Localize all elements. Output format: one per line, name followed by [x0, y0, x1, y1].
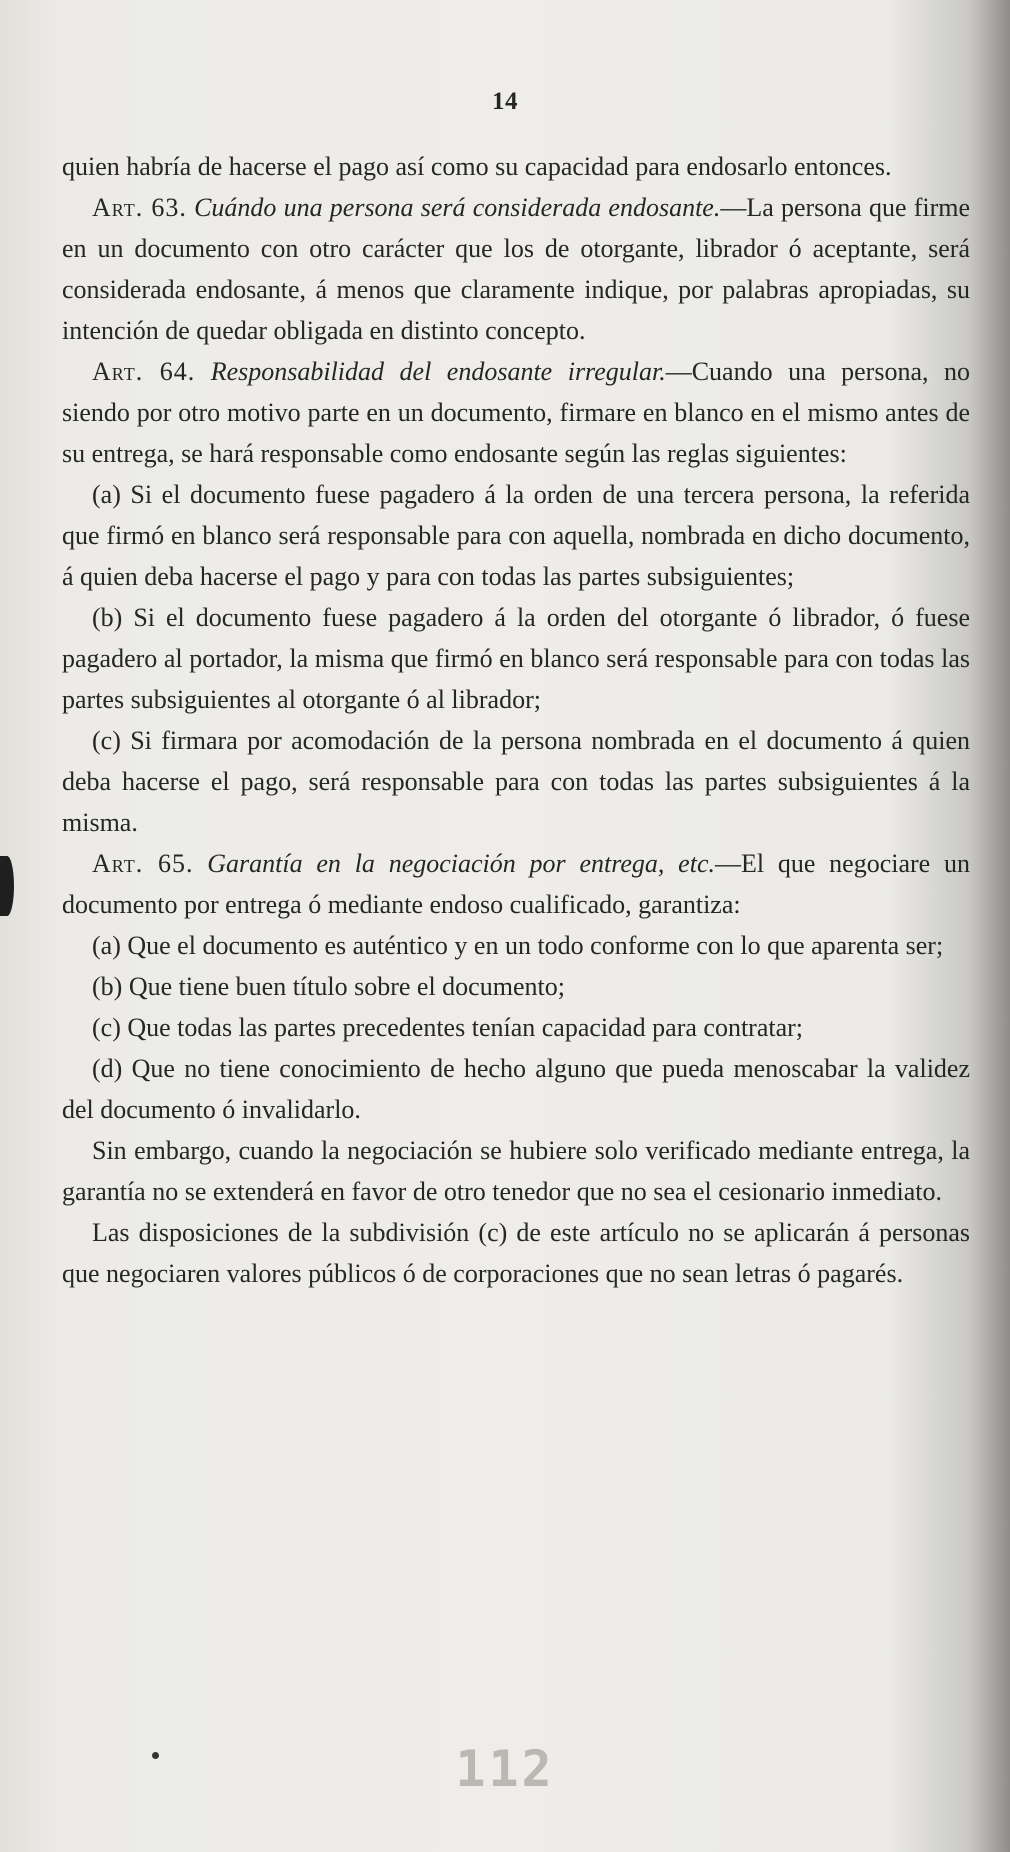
- article-65-title: Garantía en la negociación por entrega, etc.: [207, 849, 715, 878]
- item-marker: (c): [92, 726, 121, 755]
- page-number: 14: [492, 88, 518, 115]
- item-marker: (a): [92, 931, 121, 960]
- article-65: [62, 843, 970, 925]
- item-text: Que no tiene conocimiento de hecho alguno que pueda menoscabar la validez del documento ó invalidarlo.: [62, 1054, 970, 1124]
- article-65-text: —El que negociare un documento por entrega ó mediante endoso cualificado, garantiza:: [62, 849, 971, 919]
- item-marker: (d): [92, 1054, 123, 1083]
- footer-stamp-number: 112: [455, 1740, 555, 1798]
- article-64-item-c: [62, 720, 970, 843]
- article-65-item-d: [62, 1048, 970, 1130]
- article-64-label: Art. 64.: [92, 357, 196, 386]
- article-64: [62, 351, 970, 474]
- body-text: [62, 146, 970, 1294]
- article-65-item-a: [62, 925, 970, 966]
- item-text: Que todas las partes precedentes tenían capacidad para contratar;: [127, 1013, 804, 1042]
- article-65-paragraph-1: Sin embargo, cuando la negociación se hubiere solo verificado mediante entrega, la garantía no se extenderá en favor de otro tenedor que no sea el cesionario inmediato.: [62, 1136, 970, 1206]
- item-marker: (a): [92, 480, 121, 509]
- article-64-item-a: [62, 474, 970, 597]
- article-63-text: —La persona que firme en un documento con otro carácter que los de otorgante, librador ó aceptante, será considerada endosante, á menos que claramente indique, por palabras apropiadas, su intención de quedar obligada en distinto concepto.: [62, 193, 971, 345]
- article-65-item-b: [62, 966, 970, 1007]
- item-text: Que tiene buen título sobre el documento;: [128, 972, 565, 1001]
- item-marker: (c): [92, 1013, 121, 1042]
- article-65-label: Art. 65.: [92, 849, 194, 878]
- item-text: Si el documento fuese pagadero á la orden de una tercera persona, la referida que firmó en blanco será responsable para con aquella, nombrada en dicho documento, á quien deba hacerse el pago y para con todas las partes subsiguientes;: [62, 480, 970, 591]
- article-63-label: Art. 63.: [92, 193, 187, 222]
- article-63-title: Cuándo una persona será considerada endosante.: [194, 193, 721, 222]
- article-65-item-c: [62, 1007, 970, 1048]
- article-64-title: Responsabilidad del endosante irregular.: [210, 357, 666, 386]
- item-text: Que el documento es auténtico y en un todo conforme con lo que aparenta ser;: [127, 931, 944, 960]
- opening-paragraph: quien habría de hacerse el pago así como su capacidad para endosarlo entonces.: [62, 152, 892, 181]
- item-text: Si firmara por acomodación de la persona nombrada en el documento á quien deba hacerse el pago, será responsable para con todas las partes subsiguientes á la misma.: [62, 726, 970, 837]
- item-marker: (b): [92, 603, 123, 632]
- article-63: [62, 187, 970, 351]
- item-text: Si el documento fuese pagadero á la orden del otorgante ó librador, ó fuese pagadero al portador, la misma que firmó en blanco será responsable para con todas las partes subsiguientes al otorgante ó al librador;: [62, 603, 970, 714]
- item-marker: (b): [92, 972, 123, 1001]
- article-64-text: —Cuando una persona, no siendo por otro motivo parte en un documento, firmare en blanco en el mismo antes de su entrega, se hará responsable como endosante según las reglas siguientes:: [62, 357, 970, 468]
- article-65-paragraph-2: Las disposiciones de la subdivisión (c) de este artículo no se aplicarán á personas que negociaren valores públicos ó de corporaciones que no sean letras ó pagarés.: [62, 1218, 970, 1288]
- binding-shadow: [0, 856, 14, 916]
- article-64-item-b: [62, 597, 970, 720]
